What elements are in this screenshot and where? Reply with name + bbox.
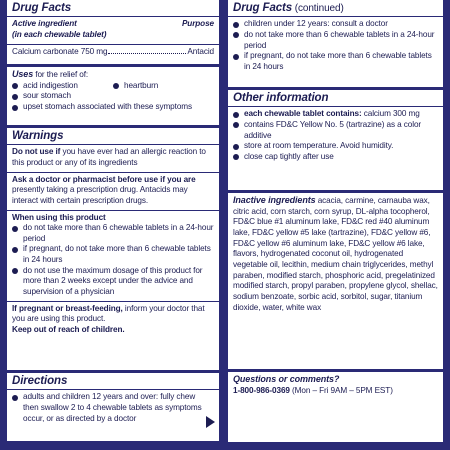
list-item xyxy=(233,141,438,152)
list-item xyxy=(233,120,438,141)
phone-number[interactable]: 1-800-986-0369 xyxy=(233,385,290,395)
other-information-panel xyxy=(228,90,443,190)
warnings-title: Warnings xyxy=(7,130,219,145)
use-item: acid indigestion xyxy=(23,80,78,90)
do-not-use xyxy=(12,147,214,168)
list-item xyxy=(113,81,214,92)
active-ingredient-sub: (in each chewable tablet) xyxy=(12,29,107,39)
drug-facts-continued-panel xyxy=(228,0,443,87)
ask-doctor-text: presently taking a prescription drug. Antacids may interact with certain prescription drugs. xyxy=(12,185,188,205)
ingredient-purpose: Antacid xyxy=(187,46,214,56)
pregnant-text: inform your doctor that you are using this product. xyxy=(12,303,205,324)
cont-item: children under 12 years: consult a doctor xyxy=(244,19,388,29)
list-item xyxy=(12,91,214,102)
active-ingredient-label: Active ingredient xyxy=(12,19,77,29)
bullet-icon xyxy=(233,154,239,160)
purpose-label: Purpose xyxy=(181,19,214,29)
list-item xyxy=(233,30,438,51)
other-item-bold: each chewable tablet contains: xyxy=(244,109,362,119)
list-item xyxy=(233,109,438,120)
do-not-use-bold: Do not use if xyxy=(12,147,61,157)
drug-facts-continued-title xyxy=(228,2,443,17)
inactive-ingredients-panel xyxy=(228,193,443,369)
use-item: sour stomach xyxy=(23,91,71,101)
pregnant-warning xyxy=(12,304,214,325)
drug-facts-panel xyxy=(7,0,219,64)
other-item: close cap tightly after use xyxy=(244,151,334,161)
list-item xyxy=(233,51,438,72)
bullet-icon xyxy=(12,83,18,89)
questions-panel xyxy=(228,372,443,442)
questions-title: Questions or comments? xyxy=(233,374,340,384)
warnings-panel xyxy=(7,128,219,370)
bullet-icon xyxy=(233,32,239,38)
dot-leader xyxy=(108,52,186,54)
uses-title: Uses xyxy=(12,69,34,79)
list-item xyxy=(12,244,214,265)
when-item: do not use the maximum dosage of this product for more than 2 weeks except under the advice and supervision of a physician xyxy=(23,265,203,297)
when-using-heading: When using this product xyxy=(12,212,106,222)
bullet-icon xyxy=(12,105,18,111)
uses-panel xyxy=(7,67,219,125)
bullet-icon xyxy=(233,54,239,60)
directions-title: Directions xyxy=(7,375,219,390)
divider xyxy=(7,44,219,45)
list-item xyxy=(12,102,214,113)
divider xyxy=(7,210,219,211)
cont-item: do not take more than 6 chewable tablets in a 24-hour period xyxy=(244,29,435,50)
list-item xyxy=(12,392,214,424)
other-information-title: Other information xyxy=(228,92,443,107)
bullet-icon xyxy=(12,268,18,274)
other-item-text: calcium 300 mg xyxy=(361,109,420,119)
drug-facts-title: Drug Facts xyxy=(7,2,219,17)
bullet-icon xyxy=(12,395,18,401)
list-item xyxy=(233,19,438,30)
divider xyxy=(7,301,219,302)
uses-intro: for the relief of: xyxy=(33,70,89,79)
divider xyxy=(7,172,219,173)
continued-label: (continued) xyxy=(292,3,344,14)
ingredient-name: Calcium carbonate 750 mg xyxy=(12,46,108,56)
other-item: contains FD&C Yellow No. 5 (tartrazine) as a color additive xyxy=(244,119,422,140)
ask-doctor-bold: Ask a doctor or pharmacist before use if you are xyxy=(12,174,196,184)
list-item xyxy=(12,266,214,298)
cont-item: if pregnant, do not take more than 6 chewable tablets in 24 hours xyxy=(244,51,432,71)
when-item: do not take more than 6 chewable tablets in a 24-hour period xyxy=(23,223,214,243)
ask-doctor xyxy=(12,175,214,207)
right-column xyxy=(228,0,443,445)
direction-item: adults and children 12 years and over: fully chew then swallow 2 to 4 chewable tablets as symptoms occur, or as directed by a doctor xyxy=(23,392,202,423)
use-item: upset stomach associated with these symptoms xyxy=(23,102,192,111)
other-item xyxy=(244,109,438,120)
uses-heading xyxy=(12,69,214,81)
uses-row-1 xyxy=(12,81,214,92)
list-item xyxy=(12,223,214,244)
phone-line xyxy=(233,386,438,397)
active-ingredient-header xyxy=(12,19,214,30)
keep-out-of-reach: Keep out of reach of children. xyxy=(12,325,125,335)
do-not-use-text: you have ever had an allergic reaction to this product or any of its ingredients xyxy=(12,147,206,167)
list-item xyxy=(233,152,438,163)
other-item: store at room temperature. Avoid humidity. xyxy=(244,141,394,151)
bullet-icon xyxy=(12,226,18,232)
bullet-icon xyxy=(233,122,239,128)
bullet-icon xyxy=(12,247,18,253)
use-item: heartburn xyxy=(124,80,159,90)
inactive-ingredients-list: acacia, carmine, carnauba wax, citric acid, corn starch, corn syrup, DL-alpha tocopherol, FD&C blue #1 aluminum lake, FD&C red #40 aluminum lake, FD&C yellow #5 lake (tartrazine), FD&C yellow #6, FD&C yellow #6 aluminum lake, FD&C yellow #6 lake, flavors, hydrogenated coconut oil, hydrogenated vegetable oil, lecithin, medium chain triglycerides, methyl paraben, modified starch, phosphoric acid, pregelatinized modified starch, propyl paraben, propylene glycol, shellac, sodium benzoate, sorbic acid, sorbitol, sugar, titanium dioxide, water, white wax xyxy=(233,196,438,312)
bullet-icon xyxy=(233,22,239,28)
phone-hours: (Mon – Fri 9AM – 5PM EST) xyxy=(289,385,393,395)
bullet-icon xyxy=(113,83,119,89)
bullet-icon xyxy=(233,144,239,150)
pregnant-bold: If pregnant or breast-feeding, xyxy=(12,303,123,313)
list-item xyxy=(12,81,113,92)
bullet-icon xyxy=(12,94,18,100)
inactive-ingredients-text xyxy=(233,195,438,313)
left-column xyxy=(7,0,219,444)
directions-panel xyxy=(7,373,219,441)
ingredient-row xyxy=(12,47,214,58)
inactive-ingredients-title: Inactive ingredients xyxy=(233,195,316,205)
continue-arrow-icon xyxy=(206,416,215,428)
when-item: if pregnant, do not take more than 6 chewable tablets in 24 hours xyxy=(23,244,211,265)
bullet-icon xyxy=(233,112,239,118)
drug-facts-title-text: Drug Facts xyxy=(233,2,293,14)
